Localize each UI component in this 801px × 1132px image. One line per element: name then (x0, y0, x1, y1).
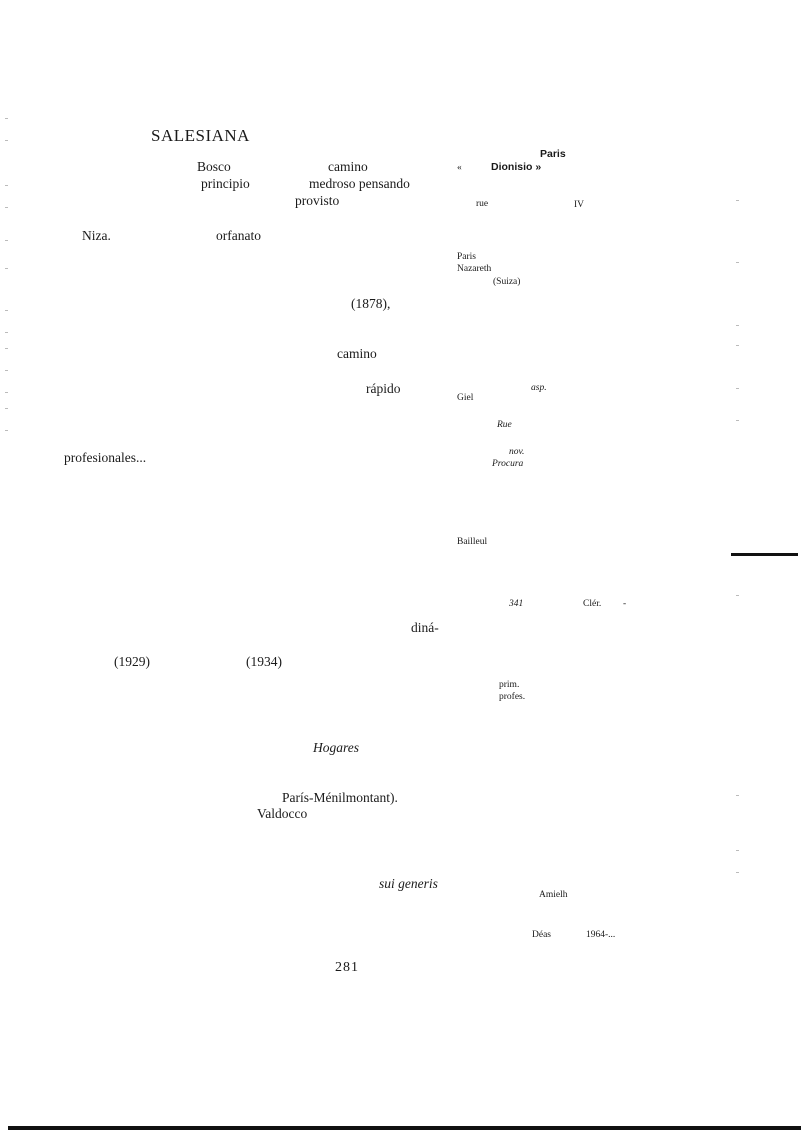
year: (1929) (114, 654, 150, 669)
margin-tick (5, 310, 8, 311)
cell-text: rue (476, 199, 489, 209)
table-header-dionisio: Dionisio » (491, 161, 542, 173)
margin-tick (736, 325, 739, 326)
margin-tick (5, 185, 8, 186)
margin-tick (736, 200, 739, 201)
margin-tick (736, 420, 739, 421)
italic-word: Hogares (313, 740, 359, 755)
margin-rule (731, 553, 798, 556)
word: rápido (366, 381, 401, 396)
cell-text: - (623, 599, 627, 609)
margin-tick (5, 118, 8, 119)
cell-text: 1964-... (586, 930, 616, 940)
word: diná- (411, 620, 439, 635)
year: (1934) (246, 654, 282, 669)
word: medroso pensando (309, 176, 410, 191)
margin-tick (5, 207, 8, 208)
cell-text: nov. (509, 447, 525, 457)
cell-text: Bailleul (457, 537, 488, 547)
cell-text: asp. (531, 383, 547, 393)
word: profesionales... (64, 450, 147, 465)
section-heading: SALESIANA (151, 126, 250, 145)
word: camino (328, 159, 368, 174)
margin-tick (736, 850, 739, 851)
margin-tick (736, 872, 739, 873)
word: provisto (295, 193, 340, 208)
table-header-paris: Paris (540, 148, 566, 160)
margin-tick (736, 345, 739, 346)
cell-text: Giel (457, 393, 474, 403)
cell-text: Rue (497, 420, 512, 430)
year: (1878), (351, 296, 391, 311)
cell-text: Procura (492, 459, 524, 469)
margin-tick (736, 795, 739, 796)
margin-tick (736, 388, 739, 389)
word: camino (337, 346, 377, 361)
italic-word: sui generis (379, 876, 438, 891)
word: Valdocco (257, 806, 308, 821)
bottom-rule (8, 1126, 801, 1130)
page-number: 281 (335, 960, 359, 975)
margin-tick (5, 268, 8, 269)
word: Niza. (82, 228, 111, 243)
cell-text: Paris (457, 252, 476, 262)
cell-text: Clér. (583, 599, 602, 609)
cell-text: Nazareth (457, 264, 492, 274)
cell-text: (Suiza) (493, 277, 521, 287)
margin-tick (5, 430, 8, 431)
cell-text: IV (574, 200, 585, 210)
margin-tick (5, 348, 8, 349)
word: Bosco (197, 159, 231, 174)
word: orfanato (216, 228, 261, 243)
margin-tick (5, 140, 8, 141)
cell-text: 341 (509, 599, 524, 609)
margin-tick (736, 595, 739, 596)
margin-tick (5, 392, 8, 393)
margin-tick (5, 408, 8, 409)
word: París-Ménilmontant). (282, 790, 398, 805)
word: principio (201, 176, 250, 191)
quote-mark: « (457, 163, 462, 173)
margin-tick (5, 332, 8, 333)
cell-text: Déas (532, 930, 551, 940)
margin-tick (5, 240, 8, 241)
margin-tick (5, 370, 8, 371)
margin-tick (736, 262, 739, 263)
cell-text: Amielh (539, 890, 568, 900)
cell-text: prim. (499, 680, 520, 690)
cell-text: profes. (499, 692, 526, 702)
